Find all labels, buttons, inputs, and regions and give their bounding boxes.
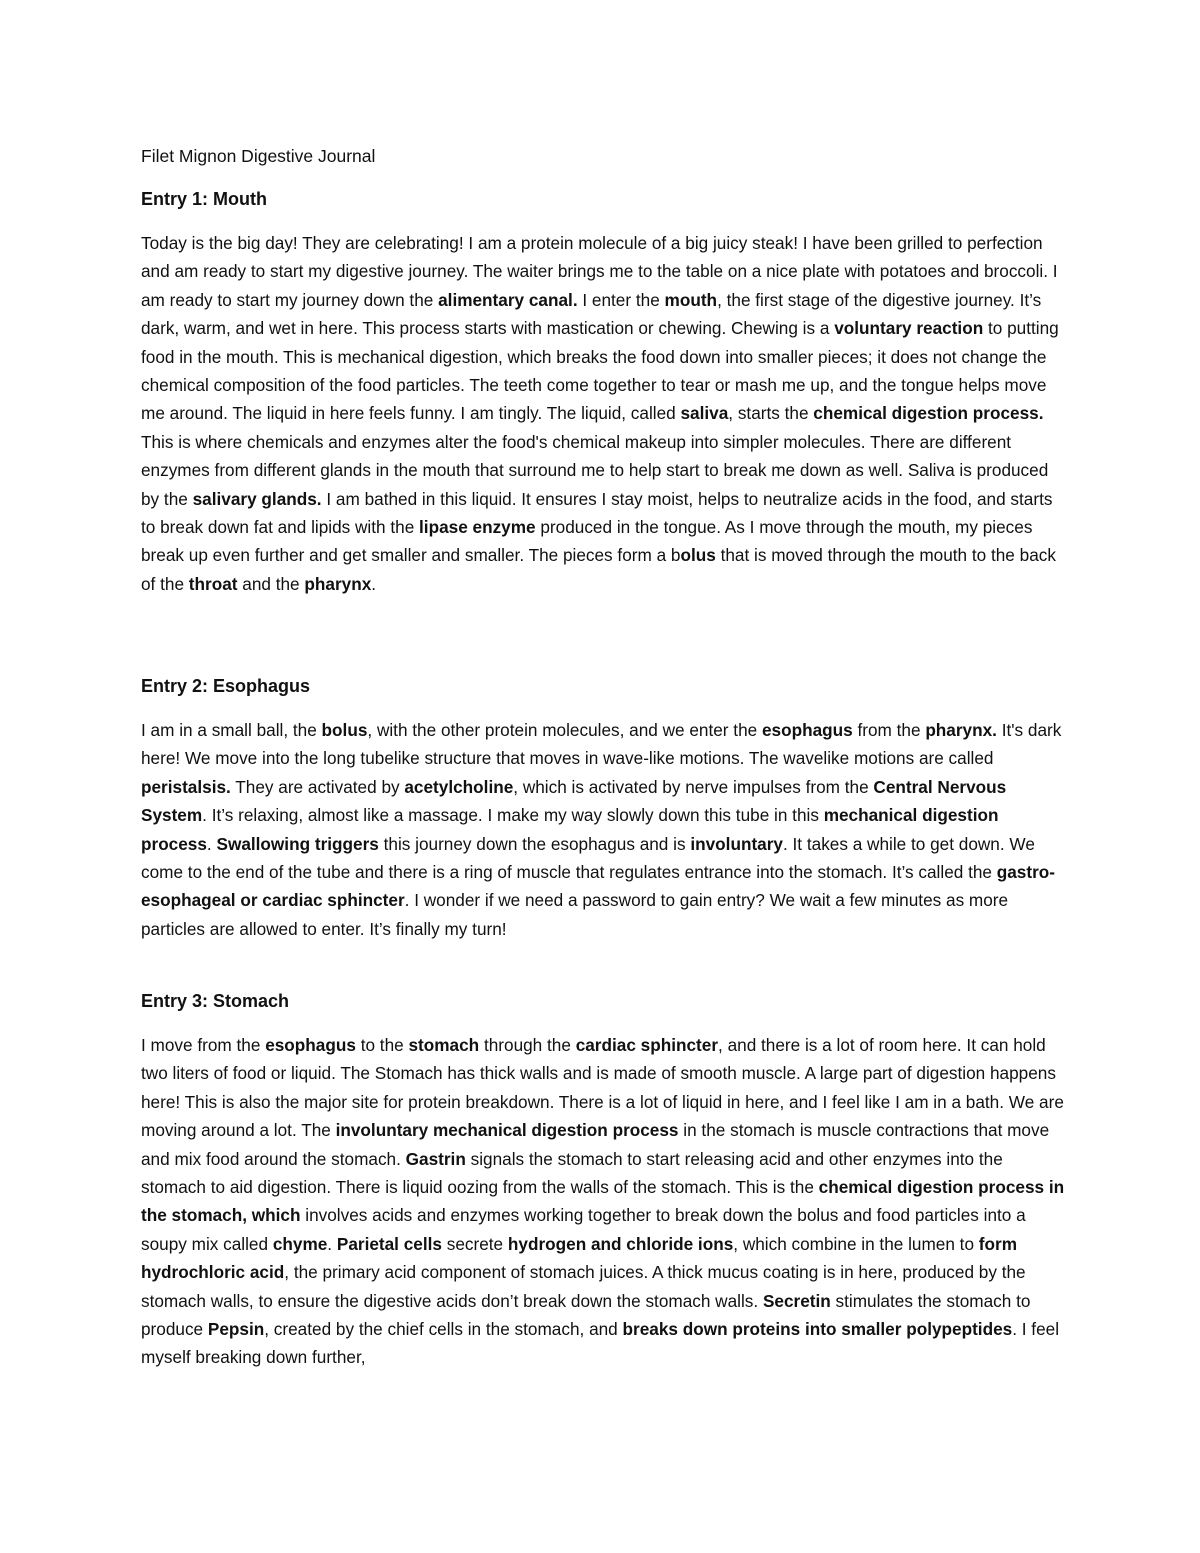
bold-term: peristalsis. — [141, 776, 231, 797]
bold-term: Central Nervous System — [141, 776, 1007, 826]
text-run: in the stomach is muscle contractions that move and mix food around the stomach. — [141, 1120, 1050, 1169]
entry-body-stomach — [141, 1031, 1066, 1372]
text-run: and the — [237, 573, 305, 594]
text-run: It's dark here! We move into the long tubelike structure that moves in wave-like motions. The wavelike motions are called — [141, 720, 1062, 769]
bold-term: cardiac sphincter — [575, 1035, 719, 1055]
bold-term: Parietal cells — [336, 1233, 442, 1254]
bold-term: salivary glands. — [192, 488, 322, 509]
bold-term: pharynx — [304, 573, 372, 594]
text-run: , the first stage of the digestive journey. It’s dark, warm, and wet in here. This process starts with mastication or chewing. Chewing is a — [141, 289, 1042, 339]
text-run: to putting food in the mouth. This is mechanical digestion, which breaks the food down into smaller pieces; it does not change the chemical composition of the food particles. The teeth come together to tear or mash me up, and the tongue helps move me around. The liquid in here feels funny. I am tingly. The liquid, called — [141, 318, 1059, 424]
text-run: . I feel myself breaking down further, — [141, 1319, 1060, 1368]
text-run: . — [371, 573, 377, 594]
bold-term: chyme — [272, 1233, 328, 1254]
bold-term: Swallowing triggers — [216, 833, 379, 854]
bold-term: alimentary canal. — [438, 289, 578, 310]
text-run: , and there is a lot of room here. It can hold two liters of food or liquid. The Stomach has thick walls and is made of smooth muscle. A large part of digestion happens here! This is also the major site for protein breakdown. There is a lot of liquid in here, and I feel like I am in a bath. We are moving around a lot. The — [141, 1035, 1064, 1141]
text-run: , which is activated by nerve impulses from the — [513, 776, 874, 797]
text-run: I move from the — [141, 1035, 266, 1055]
text-run: , created by the chief cells in the stomach, and — [264, 1319, 623, 1340]
bold-term: hydrogen and chloride ions — [507, 1233, 734, 1254]
bold-term: stomach — [408, 1035, 480, 1055]
text-run: I am bathed in this liquid. It ensures I stay moist, helps to neutralize acids in the food, and starts to break down fat and lipids with the — [141, 488, 1053, 538]
bold-term: voluntary reaction — [834, 318, 984, 339]
text-run: secrete — [441, 1233, 508, 1254]
entry-heading-stomach: Entry 3: Stomach — [141, 991, 290, 1011]
document-title: Filet Mignon Digestive Journal — [141, 146, 376, 166]
bold-term: olus — [680, 545, 716, 566]
bold-term: Pepsin — [207, 1319, 265, 1340]
text-run: . I wonder if we need a password to gain entry? We wait a few minutes as more particles are allowed to enter. It’s finally my turn! — [141, 890, 1009, 939]
entry-body-mouth — [141, 229, 1066, 598]
text-run: . — [206, 833, 217, 854]
bold-term: pharynx. — [925, 720, 997, 740]
bold-term: Secretin — [762, 1290, 831, 1311]
text-run: Today is the big day! They are celebrating! I am a protein molecule of a big juicy steak! I have been grilled to perfection and am ready to start my digestive journey. The waiter brings me to the table on a nice plate with potatoes and broccoli. I am ready to start my journey down the — [141, 233, 1058, 310]
entry-heading-mouth: Entry 1: Mouth — [141, 189, 267, 209]
bold-term: breaks down proteins into smaller polypeptides — [622, 1319, 1013, 1340]
text-run: involves acids and enzymes working together to break down the bolus and food particles into a soupy mix called — [141, 1205, 1026, 1254]
text-run: , the primary acid component of stomach juices. A thick mucus coating is in here, produced by the stomach walls, to ensure the digestive acids don’t break down the stomach walls. — [141, 1262, 1026, 1311]
text-run: this journey down the esophagus and is — [378, 833, 691, 854]
bold-term: involuntary mechanical digestion process — [335, 1120, 679, 1141]
bold-term: mouth — [664, 289, 718, 310]
bold-term: form hydrochloric acid — [141, 1233, 1017, 1283]
text-run: signals the stomach to start releasing acid and other enzymes into the stomach to aid digestion. There is liquid oozing from the walls of the stomach. This is the — [141, 1148, 1003, 1198]
text-run: . — [327, 1233, 337, 1254]
bold-term: chemical digestion process. — [813, 403, 1044, 424]
text-run: to the — [355, 1035, 409, 1055]
text-run: I enter the — [577, 289, 665, 310]
text-run: , starts the — [728, 403, 814, 424]
bold-term: Gastrin — [405, 1148, 466, 1169]
text-run: , which combine in the lumen to — [733, 1233, 979, 1254]
text-run: They are activated by — [230, 776, 405, 797]
text-run: stimulates the stomach to produce — [141, 1290, 1031, 1340]
bold-term: lipase enzyme — [419, 517, 536, 538]
bold-term: esophagus — [761, 720, 853, 740]
text-run: from the — [852, 720, 926, 740]
bold-term: esophagus — [265, 1035, 356, 1055]
entry-heading-esophagus: Entry 2: Esophagus — [141, 676, 311, 696]
bold-term: mechanical digestion process — [141, 805, 999, 854]
text-run: I am in a small ball, the — [141, 720, 322, 740]
bold-term: bolus — [321, 720, 368, 740]
bold-term: saliva — [680, 403, 729, 424]
bold-term: throat — [188, 573, 238, 594]
text-run: that is moved through the mouth to the back of the — [141, 545, 1056, 594]
text-run: produced in the tongue. As I move through the mouth, my pieces break up even further and get smaller and smaller. The pieces form a b — [141, 517, 1033, 566]
text-run: This is where chemicals and enzymes alter the food's chemical makeup into simpler molecules. There are different enzymes from different glands in the mouth that surround me to help start to break me down as well. Saliva is produced by the — [141, 431, 1049, 509]
entry-body-esophagus — [141, 716, 1066, 943]
text-run: through the — [479, 1035, 576, 1055]
text-run: , with the other protein molecules, and we enter the — [367, 720, 762, 740]
bold-term: involuntary — [690, 833, 783, 854]
text-run: . It takes a while to get down. We come to the end of the tube and there is a ring of muscle that regulates entrance into the stomach. It’s called the — [141, 833, 1035, 883]
text-run: . It’s relaxing, almost like a massage. I make my way slowly down this tube in this — [202, 805, 824, 826]
bold-term: acetylcholine — [404, 776, 514, 797]
bold-term: gastro-esophageal or cardiac sphincter — [141, 862, 1056, 911]
bold-term: chemical digestion process in the stomach, which — [141, 1177, 1065, 1226]
